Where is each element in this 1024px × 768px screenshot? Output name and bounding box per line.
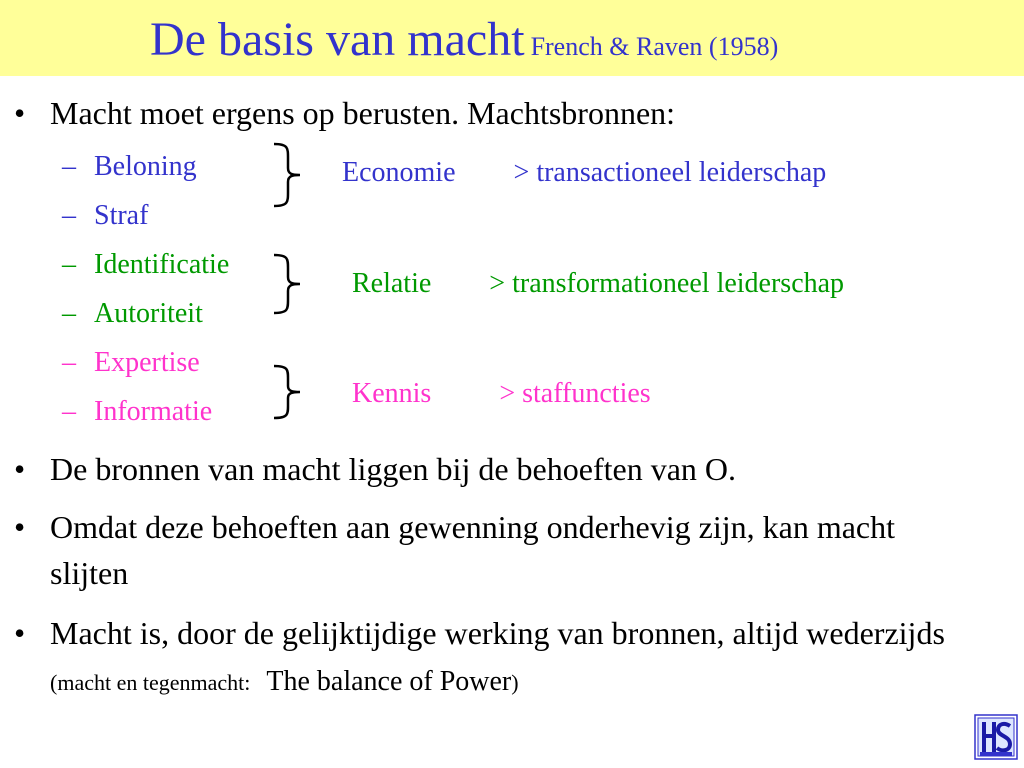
sub-item-label: Identificatie	[94, 249, 230, 280]
group-desc: transformationeel leiderschap	[512, 268, 845, 299]
bullet-tail: The balance of Power	[266, 666, 512, 697]
bullet-text: De bronnen van macht liggen bij de behoeften van O.	[50, 451, 736, 487]
dash: –	[62, 396, 76, 427]
dash: –	[62, 200, 76, 231]
bullet-dot: •	[14, 95, 26, 131]
group-economie	[342, 156, 826, 190]
sub-item-label: Informatie	[94, 396, 213, 427]
arrow: >	[513, 157, 530, 188]
group-desc: transactioneel leiderschap	[536, 157, 827, 188]
bullet-text	[50, 610, 974, 706]
bullet-aside: macht en tegenmacht:	[57, 670, 251, 695]
sub-item-expertise	[62, 346, 200, 380]
sub-item-straf	[62, 199, 148, 233]
bullet-1	[14, 90, 1004, 136]
bullet-main-text: Macht is, door de gelijktijdige werking van bronnen, altijd wederzijds	[50, 615, 945, 651]
hs-logo-icon	[974, 714, 1018, 760]
group-desc: staffuncties	[522, 378, 651, 409]
sub-item-label: Straf	[94, 200, 149, 231]
group-label: Economie	[342, 157, 456, 188]
sub-item-informatie	[62, 395, 212, 429]
paren-open: (	[50, 670, 58, 695]
brace-icon	[270, 253, 314, 315]
group-relatie	[352, 267, 844, 301]
page-title	[150, 12, 778, 67]
sub-item-beloning	[62, 150, 197, 184]
arrow: >	[499, 378, 516, 409]
arrow: >	[489, 268, 506, 299]
sub-item-autoriteit	[62, 297, 203, 331]
sub-item-identificatie	[62, 248, 229, 282]
sub-item-label: Expertise	[94, 347, 200, 378]
bullet-4	[14, 610, 974, 706]
dash: –	[62, 249, 76, 280]
brace-icon	[270, 142, 314, 208]
paren-close: )	[511, 670, 519, 695]
dash: –	[62, 347, 76, 378]
group-label: Kennis	[352, 378, 432, 409]
sub-item-label: Beloning	[94, 151, 197, 182]
bullet-3	[14, 504, 974, 596]
bullet-dot: •	[14, 509, 26, 545]
bullet-text: Omdat deze behoeften aan gewenning onderhevig zijn, kan macht slijten	[50, 509, 895, 591]
title-source: French & Raven (1958)	[530, 32, 779, 61]
bullet-dot: •	[14, 615, 26, 651]
bullet-2	[14, 446, 1004, 492]
brace-icon	[270, 364, 314, 420]
group-label: Relatie	[352, 268, 432, 299]
group-kennis	[352, 377, 651, 411]
bullet-dot: •	[14, 451, 26, 487]
sub-item-label: Autoriteit	[94, 298, 203, 329]
bullet-text: Macht moet ergens op berusten. Machtsbronnen:	[50, 95, 676, 131]
dash: –	[62, 151, 76, 182]
title-main: De basis van macht	[150, 13, 525, 66]
dash: –	[62, 298, 76, 329]
